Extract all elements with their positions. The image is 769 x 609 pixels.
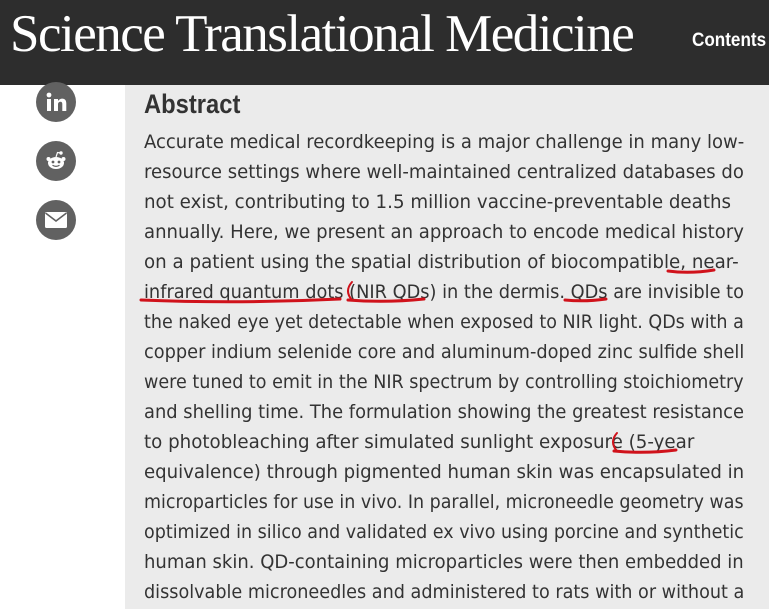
nav-contents-link[interactable]: Contents — [692, 30, 767, 51]
abstract-line: were tuned to emit in the NIR spectrum by controlling stoichiometry — [144, 371, 744, 393]
abstract-line: infrared quantum dots (NIR QDs) in the dermis. QDs are invisible to — [144, 281, 744, 303]
abstract-line: and shelling time. The formulation showing the greatest resistance — [144, 401, 744, 423]
abstract-line: human skin. QD-containing microparticles were then embedded in — [144, 551, 744, 573]
abstract-body — [144, 127, 769, 607]
share-rail — [0, 85, 125, 609]
abstract-line: optimized in silico and validated ex vivo using porcine and synthetic — [144, 521, 744, 543]
email-share-button[interactable] — [36, 200, 76, 240]
linkedin-share-button[interactable] — [36, 82, 76, 122]
journal-title[interactable]: Science Translational Medicine — [10, 5, 634, 63]
abstract-heading: Abstract — [144, 89, 241, 119]
abstract-line: copper indium selenide core and aluminum-doped zinc sulfide shell — [144, 341, 745, 363]
abstract-line: annually. Here, we present an approach to encode medical history — [144, 221, 744, 243]
abstract-line: on a patient using the spatial distribution of biocompatible, near- — [144, 251, 739, 273]
abstract-line: not exist, contributing to 1.5 million vaccine-preventable deaths — [144, 191, 732, 213]
masthead — [0, 0, 769, 85]
linkedin-icon — [45, 91, 67, 113]
abstract-line: microparticles for use in vivo. In parallel, microneedle geometry was — [144, 491, 744, 513]
email-icon — [44, 211, 68, 229]
abstract-panel — [125, 85, 769, 609]
reddit-share-button[interactable] — [36, 141, 76, 181]
abstract-line: equivalence) through pigmented human skin was encapsulated in — [144, 461, 745, 483]
abstract-line: the naked eye yet detectable when exposed to NIR light. QDs with a — [144, 311, 744, 333]
abstract-line: dissolvable microneedles and administered to rats with or without a — [144, 581, 745, 603]
abstract-line: resource settings where well-maintained centralized databases do — [144, 161, 744, 183]
abstract-line: Accurate medical recordkeeping is a major challenge in many low- — [144, 131, 745, 153]
abstract-line: to photobleaching after simulated sunlight exposure (5-year — [144, 431, 695, 453]
reddit-icon — [44, 149, 68, 173]
